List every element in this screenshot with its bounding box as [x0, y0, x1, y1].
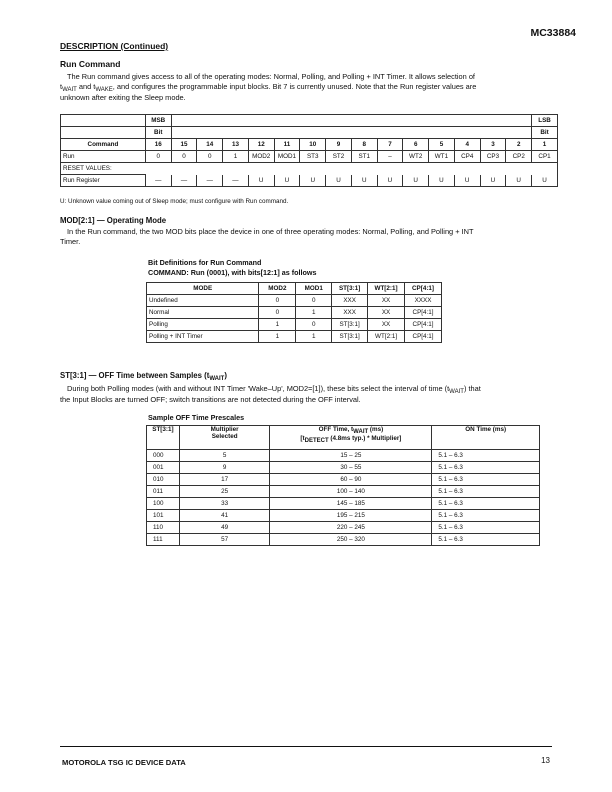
prescale-row [147, 534, 540, 546]
run-command-para-3: unknown after exiting the Sleep mode. [60, 93, 186, 102]
bit-number-cell: 14 [197, 139, 223, 151]
run-label: Run [61, 151, 146, 163]
prescale-header-row [147, 426, 540, 450]
run-value-cell: 0 [171, 151, 197, 163]
prescale-cell: 17 [179, 474, 270, 486]
run-value-cell: CP1 [532, 151, 558, 163]
bit-number-cell: 12 [248, 139, 274, 151]
run-command-heading: Run Command [60, 59, 121, 69]
bitdef-cell: XXX [332, 307, 368, 319]
bit-number-cell: 9 [326, 139, 352, 151]
st-heading-text: ST[3:1] — OFF Time between Samples (t [60, 371, 210, 380]
off-time-text: OFF Time, t [318, 426, 354, 433]
bitdef-cell: WT[2:1] [368, 331, 405, 343]
multiplier-header-line-1: Multiplier [210, 426, 239, 433]
prescale-cell: 5.1 – 6.3 [432, 510, 540, 522]
bitdef-cell: 0 [296, 295, 332, 307]
prescale-cell: 100 [147, 498, 180, 510]
prescale-cell: 5.1 – 6.3 [432, 498, 540, 510]
prescale-header-on-time: ON Time (ms) [432, 426, 540, 450]
bitdef-row [147, 295, 442, 307]
footer-publisher: MOTOROLA TSG IC DEVICE DATA [62, 758, 186, 767]
prescale-header-st: ST[3:1] [147, 426, 180, 450]
bitdef-cell: Polling [147, 319, 259, 331]
prescale-cell: 5.1 – 6.3 [432, 474, 540, 486]
bitdef-cell: ST[3:1] [332, 331, 368, 343]
register-value-cell: — [171, 175, 197, 187]
prescale-table [146, 425, 540, 546]
prescale-cell: 100 – 140 [270, 486, 432, 498]
prescale-row [147, 522, 540, 534]
run-value-cell: MOD2 [248, 151, 274, 163]
bit-number-cell: 13 [223, 139, 249, 151]
run-value-cell: ST3 [300, 151, 326, 163]
st-heading [60, 371, 227, 382]
prescale-cell: 195 – 215 [270, 510, 432, 522]
prescale-row [147, 474, 540, 486]
bitdef-row [147, 307, 442, 319]
run-value-cell: MOD1 [274, 151, 300, 163]
bitdef-header-row [147, 283, 442, 295]
register-value-cell: U [377, 175, 403, 187]
bitdef-cell: 0 [296, 319, 332, 331]
mod-para-1: In the Run command, the two MOD bits place the device in one of three operating modes: Normal, Polling, and Polling + INT [67, 227, 474, 236]
and-t-text: and t [76, 82, 96, 91]
bit-number-cell: 2 [506, 139, 532, 151]
lsb-label: LSB [532, 115, 558, 127]
prescale-cell: 5.1 – 6.3 [432, 486, 540, 498]
bitdef-cell: XX [368, 319, 405, 331]
register-value-cell: — [197, 175, 223, 187]
st-para-1-subscript: WAIT [449, 389, 464, 395]
run-command-table [60, 114, 558, 187]
register-value-cell: — [145, 175, 171, 187]
run-table-run-row [61, 151, 558, 163]
prescale-row [147, 510, 540, 522]
register-value-cell: U [274, 175, 300, 187]
register-value-cell: U [403, 175, 429, 187]
command-label: Command [61, 139, 146, 151]
msb-bit-label: Bit [145, 127, 171, 139]
run-value-cell: ST2 [326, 151, 352, 163]
off-time-unit: (ms) [368, 426, 384, 433]
bit-number-cell: 4 [454, 139, 480, 151]
section-header: DESCRIPTION (Continued) [60, 41, 169, 51]
run-register-label: Run Register [61, 175, 146, 187]
bitdef-cell: Undefined [147, 295, 259, 307]
register-value-cell: U [351, 175, 377, 187]
register-value-cell: U [506, 175, 532, 187]
prescale-cell: 145 – 185 [270, 498, 432, 510]
prescale-row [147, 486, 540, 498]
blank-cell [61, 127, 146, 139]
multiplier-header-line-2: Selected [211, 433, 238, 440]
off-time-header-line-2 [272, 435, 429, 444]
bit-number-cell: 5 [429, 139, 455, 151]
prescale-cell: 010 [147, 474, 180, 486]
run-command-para-1: The Run command gives access to all of the operating modes: Normal, Polling, and Polling + INT Timer. It allows selection of [67, 72, 475, 81]
prescale-cell: 5 [179, 450, 270, 462]
st-para-1-text: During both Polling modes (with and without INT Timer 'Wake–Up', MOD2=[1]), these bits select the interval of time (t [67, 384, 450, 393]
bit-number-cell: 6 [403, 139, 429, 151]
bitdef-cell: CP[4:1] [405, 307, 442, 319]
bitdef-cell: ST[3:1] [332, 319, 368, 331]
run-value-cell: CP2 [506, 151, 532, 163]
bit-number-cell: 8 [351, 139, 377, 151]
bitdef-caption-1: Bit Definitions for Run Command [148, 258, 262, 267]
prescale-cell: 110 [147, 522, 180, 534]
run-table-footnote: U: Unknown value coming out of Sleep mode; must configure with Run command. [60, 198, 289, 205]
prescale-row [147, 462, 540, 474]
bitdef-header-cell: MOD1 [296, 283, 332, 295]
bitdef-caption-2: COMMAND: Run (0001), with bits[12:1] as follows [148, 268, 317, 277]
bitdef-cell: 1 [296, 307, 332, 319]
bit-number-cell: 11 [274, 139, 300, 151]
bitdef-cell: CP[4:1] [405, 331, 442, 343]
register-value-cell: U [480, 175, 506, 187]
para-2-rest: , and configures the programmable input blocks. Bit 7 is currently unused. Note that the Run register values are [112, 82, 477, 91]
run-value-cell: CP4 [454, 151, 480, 163]
lsb-bit-label: Bit [532, 127, 558, 139]
run-value-cell: WT2 [403, 151, 429, 163]
bitdef-cell: Normal [147, 307, 259, 319]
prescale-cell: 30 – 55 [270, 462, 432, 474]
bitdef-header-cell: CP[4:1] [405, 283, 442, 295]
mod-heading: MOD[2:1] — Operating Mode [60, 216, 167, 225]
st-para-1-end: ) that [463, 384, 481, 393]
prescale-header-off-time [270, 426, 432, 450]
page-number: 13 [541, 756, 550, 765]
bitdef-cell: XXX [332, 295, 368, 307]
register-value-cell: U [326, 175, 352, 187]
run-table-bit-number-row [61, 139, 558, 151]
prescale-cell: 250 – 320 [270, 534, 432, 546]
blank-cell [171, 115, 531, 127]
st-heading-subscript: WAIT [209, 376, 225, 382]
reset-values-label: RESET VALUES: [61, 163, 558, 175]
prescale-cell: 101 [147, 510, 180, 522]
bitdef-cell: 0 [259, 295, 296, 307]
bit-number-cell: 3 [480, 139, 506, 151]
prescale-cell: 9 [179, 462, 270, 474]
run-value-cell: – [377, 151, 403, 163]
run-value-cell: 0 [197, 151, 223, 163]
bit-number-cell: 10 [300, 139, 326, 151]
bitdef-cell: 0 [259, 307, 296, 319]
register-value-cell: — [223, 175, 249, 187]
bit-number-cell: 1 [532, 139, 558, 151]
run-table-msb-row [61, 115, 558, 127]
prescale-cell: 011 [147, 486, 180, 498]
prescale-cell: 15 – 25 [270, 450, 432, 462]
bit-number-cell: 7 [377, 139, 403, 151]
off-time-subscript: WAIT [353, 429, 369, 435]
detect-rest: (4.8ms typ.) * Multiplier] [328, 435, 402, 442]
prescale-row [147, 450, 540, 462]
prescale-cell: 111 [147, 534, 180, 546]
mod-para-2: Timer. [60, 237, 81, 246]
run-table-bit-row [61, 127, 558, 139]
st-para-2: the Input Blocks are turned OFF; switch transitions are not detected during the OFF interval. [60, 395, 361, 404]
bitdef-header-cell: MODE [147, 283, 259, 295]
bitdef-cell: 1 [296, 331, 332, 343]
bitdef-row [147, 319, 442, 331]
prescale-cell: 60 – 90 [270, 474, 432, 486]
bitdef-cell: XX [368, 295, 405, 307]
footer-rule [60, 746, 552, 747]
wake-subscript: WAKE [95, 87, 113, 93]
register-value-cell: U [300, 175, 326, 187]
bit-number-cell: 16 [145, 139, 171, 151]
off-time-header-line-1 [272, 426, 429, 435]
register-value-cell: U [532, 175, 558, 187]
prescale-row [147, 498, 540, 510]
run-value-cell: ST1 [351, 151, 377, 163]
prescale-cell: 41 [179, 510, 270, 522]
bitdef-header-cell: WT[2:1] [368, 283, 405, 295]
run-value-cell: WT1 [429, 151, 455, 163]
bitdef-cell: 1 [259, 319, 296, 331]
detect-open: [t [300, 435, 305, 442]
bitdef-cell: 1 [259, 331, 296, 343]
prescale-cell: 57 [179, 534, 270, 546]
prescale-cell: 001 [147, 462, 180, 474]
prescale-caption: Sample OFF Time Prescales [148, 413, 245, 422]
prescale-cell: 5.1 – 6.3 [432, 450, 540, 462]
bitdef-row [147, 331, 442, 343]
prescale-cell: 49 [179, 522, 270, 534]
run-value-cell: 1 [223, 151, 249, 163]
register-value-cell: U [454, 175, 480, 187]
prescale-cell: 5.1 – 6.3 [432, 534, 540, 546]
prescale-cell: 33 [179, 498, 270, 510]
prescale-cell: 000 [147, 450, 180, 462]
blank-cell [61, 115, 146, 127]
wait-subscript: WAIT [62, 87, 77, 93]
t-symbol: t [60, 82, 63, 91]
run-table-reset-row [61, 163, 558, 175]
run-value-cell: 0 [145, 151, 171, 163]
prescale-cell: 5.1 – 6.3 [432, 462, 540, 474]
bitdef-cell: XXXX [405, 295, 442, 307]
bitdef-cell: CP[4:1] [405, 319, 442, 331]
prescale-cell: 25 [179, 486, 270, 498]
prescale-cell: 5.1 – 6.3 [432, 522, 540, 534]
blank-cell [171, 127, 531, 139]
register-value-cell: U [248, 175, 274, 187]
st-heading-close: ) [224, 371, 227, 380]
prescale-cell: 220 – 245 [270, 522, 432, 534]
run-value-cell: CP3 [480, 151, 506, 163]
register-value-cell: U [429, 175, 455, 187]
bit-definitions-table [146, 282, 442, 343]
bitdef-header-cell: ST[3:1] [332, 283, 368, 295]
detect-subscript: DETECT [304, 438, 329, 444]
bitdef-cell: Polling + INT Timer [147, 331, 259, 343]
bitdef-cell: XX [368, 307, 405, 319]
bit-number-cell: 15 [171, 139, 197, 151]
document-id: MC33884 [530, 27, 576, 39]
bitdef-header-cell: MOD2 [259, 283, 296, 295]
run-table-register-row [61, 175, 558, 187]
prescale-header-multiplier [179, 426, 270, 450]
msb-label: MSB [145, 115, 171, 127]
